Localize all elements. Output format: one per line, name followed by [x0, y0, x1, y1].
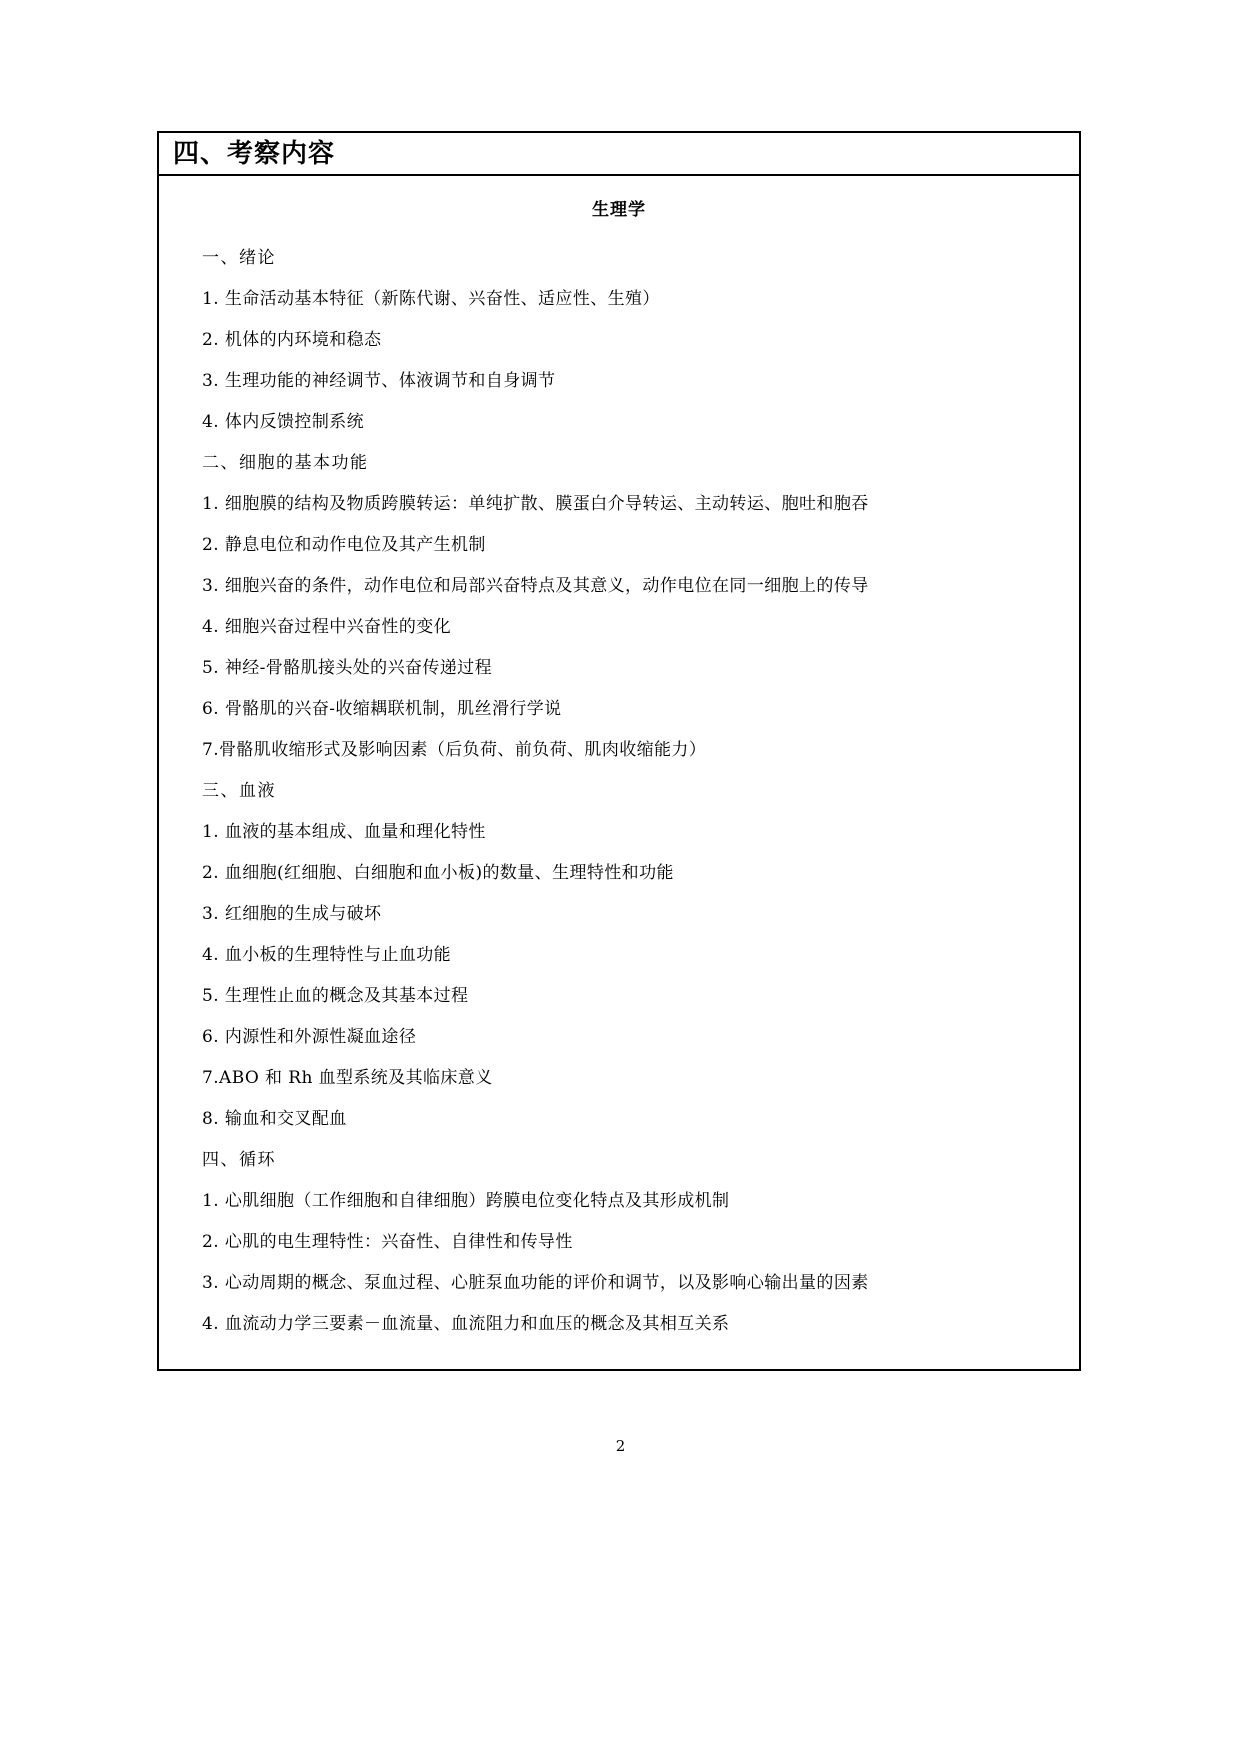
- list-item: 2. 心肌的电生理特性：兴奋性、自律性和传导性: [202, 1232, 573, 1252]
- list-item: 1. 心肌细胞（工作细胞和自律细胞）跨膜电位变化特点及其形成机制: [202, 1191, 730, 1211]
- list-item: 3. 细胞兴奋的条件，动作电位和局部兴奋特点及其意义，动作电位在同一细胞上的传导: [202, 576, 869, 596]
- list-item: 4. 细胞兴奋过程中兴奋性的变化: [202, 617, 452, 637]
- list-item: 3. 生理功能的神经调节、体液调节和自身调节: [202, 371, 556, 391]
- list-item: 7.骨骼肌收缩形式及影响因素（后负荷、前负荷、肌肉收缩能力）: [202, 740, 707, 760]
- list-item: 4. 体内反馈控制系统: [202, 412, 365, 432]
- syllabus-section: [202, 443, 1067, 771]
- syllabus-section: [202, 1140, 1067, 1345]
- section-heading: 一、绪论: [202, 248, 276, 268]
- list-item: 5. 生理性止血的概念及其基本过程: [202, 986, 469, 1006]
- list-item: 2. 血细胞(红细胞、白细胞和血小板)的数量、生理特性和功能: [202, 863, 674, 883]
- list-item: 1. 血液的基本组成、血量和理化特性: [202, 822, 486, 842]
- list-item: 2. 机体的内环境和稳态: [202, 330, 382, 350]
- list-item: 6. 内源性和外源性凝血途径: [202, 1027, 417, 1047]
- section-heading: 二、细胞的基本功能: [202, 453, 369, 473]
- list-item: 3. 红细胞的生成与破坏: [202, 904, 382, 924]
- syllabus-section: [202, 771, 1067, 1140]
- section-heading: 三、血液: [202, 781, 276, 801]
- list-item: 2. 静息电位和动作电位及其产生机制: [202, 535, 486, 555]
- list-item: 4. 血小板的生理特性与止血功能: [202, 945, 452, 965]
- subject-title: 生理学: [592, 200, 646, 220]
- heading-row: [159, 133, 1079, 176]
- list-item: 1. 生命活动基本特征（新陈代谢、兴奋性、适应性、生殖）: [202, 289, 660, 309]
- list-item: 7.ABO 和 Rh 血型系统及其临床意义: [202, 1068, 493, 1088]
- page-title: 四、考察内容: [173, 139, 336, 169]
- frame-body: [159, 195, 1079, 1388]
- list-item: 6. 骨骼肌的兴奋-收缩耦联机制，肌丝滑行学说: [202, 699, 562, 719]
- syllabus-section: [202, 238, 1067, 443]
- page-number: 2: [615, 1437, 626, 1455]
- list-item: 3. 心动周期的概念、泵血过程、心脏泵血功能的评价和调节，以及影响心输出量的因素: [202, 1273, 869, 1293]
- list-item: 5. 神经-骨骼肌接头处的兴奋传递过程: [202, 658, 492, 678]
- section-heading: 四、循环: [202, 1150, 276, 1170]
- list-item: 1. 细胞膜的结构及物质跨膜转运：单纯扩散、膜蛋白介导转运、主动转运、胞吐和胞吞: [202, 494, 869, 514]
- list-item: 8. 输血和交叉配血: [202, 1109, 347, 1129]
- syllabus-content: [159, 238, 1079, 1345]
- list-item: 4. 血流动力学三要素－血流量、血流阻力和血压的概念及其相互关系: [202, 1314, 730, 1334]
- content-frame: [157, 131, 1081, 1371]
